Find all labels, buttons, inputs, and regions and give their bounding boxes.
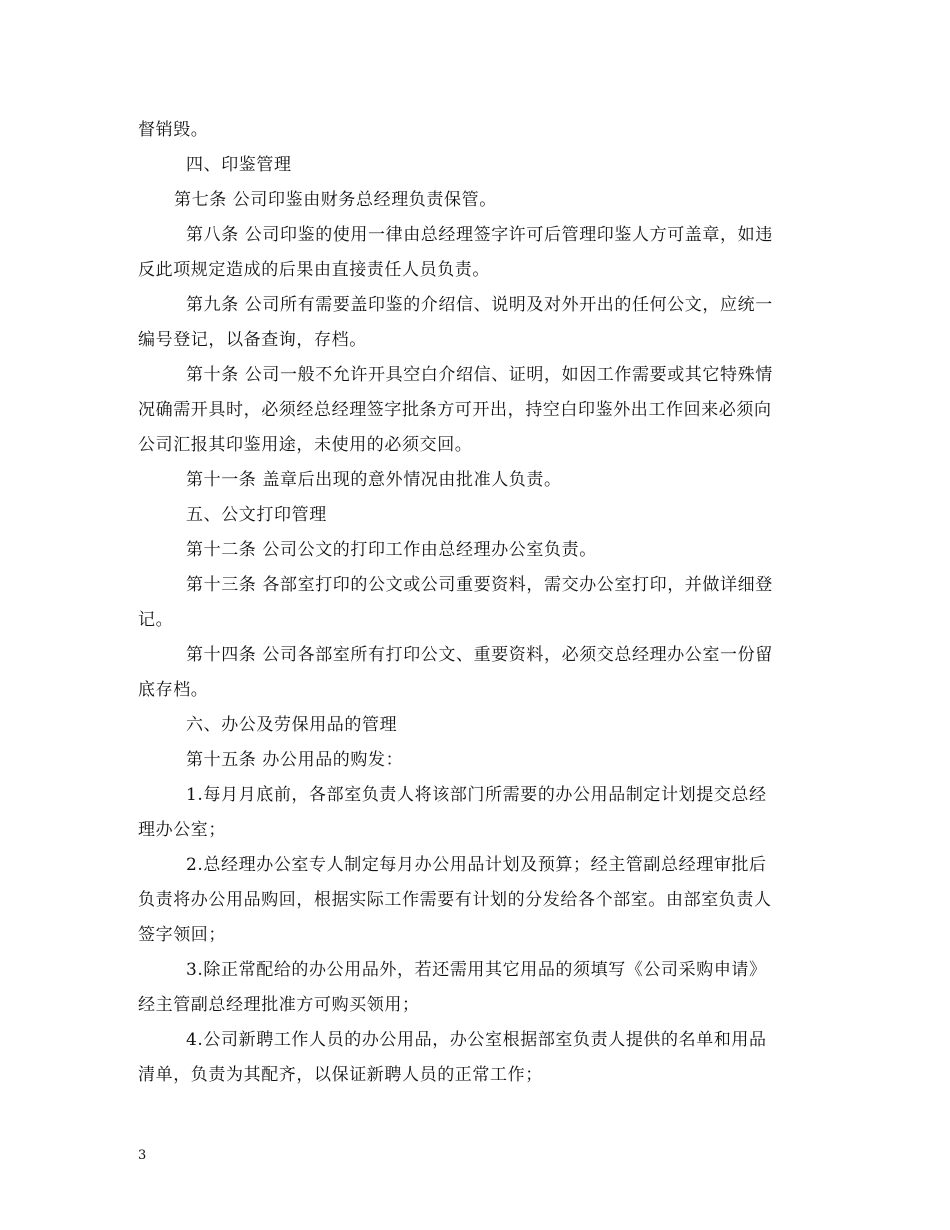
list-item: 1.每月月底前，各部室负责人将该部门所需要的办公用品制定计划提交总经 — [186, 785, 767, 805]
text-line: 况确需开具时，必须经总经理签字批条方可开出，持空白印鉴外出工作回来必须向 — [138, 400, 772, 420]
article-line: 第八条 公司印鉴的使用一律由总经理签字许可后管理印鉴人方可盖章，如违 — [186, 225, 773, 245]
section-heading: 四、印鉴管理 — [186, 155, 292, 175]
text-line: 签字领回； — [138, 925, 226, 945]
article-line: 第九条 公司所有需要盖印鉴的介绍信、说明及对外开出的任何公文，应统一 — [186, 295, 773, 315]
article-line: 第十五条 办公用品的购发： — [186, 750, 404, 770]
list-item: 2.总经理办公室专人制定每月办公用品计划及预算；经主管副总经理审批后 — [186, 855, 767, 875]
text-line: 清单，负责为其配齐，以保证新聘人员的正常工作； — [138, 1065, 543, 1085]
text-line: 督销毁。 — [138, 120, 209, 140]
text-line: 经主管副总经理批准方可购买领用； — [138, 995, 420, 1015]
article-line: 第十四条 公司各部室所有打印公文、重要资料，必须交总经理办公室一份留 — [186, 645, 773, 665]
article-line: 第七条 公司印鉴由财务总经理负责保管。 — [174, 190, 497, 210]
text-line: 负责将办公用品购回，根据实际工作需要有计划的分发给各个部室。由部室负责人 — [138, 890, 772, 910]
section-heading: 六、办公及劳保用品的管理 — [186, 715, 398, 735]
section-heading: 五、公文打印管理 — [186, 505, 327, 525]
article-line: 第十二条 公司公文的打印工作由总经理办公室负责。 — [186, 540, 597, 560]
text-line: 公司汇报其印鉴用途，未使用的必须交回。 — [138, 435, 473, 455]
list-item: 3.除正常配给的办公用品外，若还需用其它用品的须填写《公司采购申请》 — [186, 960, 767, 980]
article-line: 第十三条 各部室打印的公文或公司重要资料，需交办公室打印，并做详细登 — [186, 575, 773, 595]
list-item: 4.公司新聘工作人员的办公用品，办公室根据部室负责人提供的名单和用品 — [186, 1030, 767, 1050]
article-line: 第十一条 盖章后出现的意外情况由批准人负责。 — [186, 470, 562, 490]
text-line: 底存档。 — [138, 680, 209, 700]
page-number: 3 — [138, 1148, 147, 1163]
text-line: 编号登记，以备查询，存档。 — [138, 330, 367, 350]
text-line: 记。 — [138, 610, 174, 630]
text-line: 反此项规定造成的后果由直接责任人员负责。 — [138, 260, 490, 280]
article-line: 第十条 公司一般不允许开具空白介绍信、证明，如因工作需要或其它特殊情 — [186, 365, 773, 385]
text-line: 理办公室； — [138, 820, 226, 840]
